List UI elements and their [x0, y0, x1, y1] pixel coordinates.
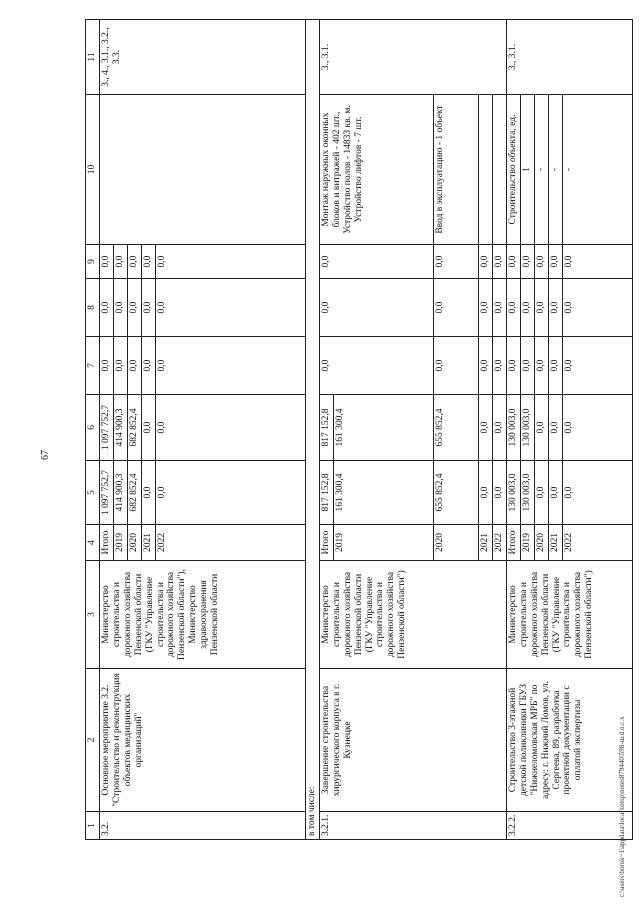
header-row [86, 20, 100, 840]
value-cell: 0,0 [562, 461, 632, 525]
year-cell: Итого [506, 525, 520, 561]
value-cell: 0,0 [562, 245, 632, 279]
value-cell: 655 852,4 [433, 395, 478, 461]
value-cell: 0,0 [520, 279, 534, 337]
col-header: 2 [86, 669, 100, 812]
value-cell: 1 097 752,7 [99, 395, 113, 461]
value-cell: 0,0 [155, 279, 305, 337]
value-cell: 0,0 [141, 395, 155, 461]
year-cell: 2020 [433, 525, 478, 561]
indicator-cell: Ввод в эксплуатацию - 1 объект [433, 95, 478, 245]
value-cell: 0,0 [141, 245, 155, 279]
value-cell: 0,0 [548, 279, 562, 337]
col-header: 1 [86, 812, 100, 840]
value-cell: 0,0 [478, 279, 492, 337]
year-cell: Итого [319, 525, 333, 561]
col-header: 11 [86, 20, 100, 95]
row-id: 3.2. [99, 812, 305, 840]
col-header: 9 [86, 245, 100, 279]
link-cell: 3., 3.1. [506, 20, 632, 95]
value-cell: 0,0 [506, 337, 520, 395]
value-cell: 0,0 [99, 337, 113, 395]
value-cell: 0,0 [520, 245, 534, 279]
table-row [99, 20, 113, 840]
row-id: 3.2.2. [506, 812, 632, 840]
year-cell: Итого [99, 525, 113, 561]
value-cell: 0,0 [562, 279, 632, 337]
section-row [305, 20, 319, 840]
col-header: 10 [86, 95, 100, 245]
value-cell: 0,0 [141, 279, 155, 337]
col-header: 5 [86, 461, 100, 525]
year-cell: 2019 [113, 525, 127, 561]
value-cell: 0,0 [534, 461, 548, 525]
value-cell: 0,0 [433, 279, 478, 337]
row-name: Завершение строительства хирургического корпуса в г. Кузнецке [319, 669, 506, 812]
year-cell: 2022 [492, 525, 506, 561]
indicator-cell: Строительство объекта, ед. [506, 95, 520, 245]
value-cell: 0,0 [319, 337, 433, 395]
value-cell: 0,0 [548, 461, 562, 525]
value-cell: 0,0 [562, 395, 632, 461]
value-cell: 0,0 [478, 245, 492, 279]
value-cell: 0,0 [319, 245, 433, 279]
value-cell: 414 900,3 [113, 395, 127, 461]
indicator-cell [478, 95, 492, 245]
year-cell: 2019 [520, 525, 534, 561]
indicator-cell: - [562, 95, 632, 245]
table-row [506, 20, 520, 840]
value-cell: 0,0 [520, 337, 534, 395]
value-cell: 1 097 752,7 [99, 461, 113, 525]
row-executor: Министерство строительства и дорожного хозяйства Пензенской области (ГКУ "Управление строительства и дорожного хозяйства Пензенской области") [506, 561, 632, 669]
value-cell: 130 003,0 [520, 461, 534, 525]
value-cell: 0,0 [319, 279, 433, 337]
value-cell: 655 852,4 [433, 461, 478, 525]
value-cell: 0,0 [478, 337, 492, 395]
value-cell: 0,0 [534, 245, 548, 279]
measures-table [85, 19, 633, 840]
value-cell: 0,0 [534, 279, 548, 337]
value-cell: 0,0 [433, 245, 478, 279]
year-cell: 2021 [548, 525, 562, 561]
indicator-cell [99, 95, 305, 245]
value-cell: 0,0 [113, 337, 127, 395]
value-cell: 682 852,4 [127, 461, 141, 525]
col-header: 8 [86, 279, 100, 337]
value-cell: 414 900,3 [113, 461, 127, 525]
value-cell: 0,0 [127, 337, 141, 395]
indicator-cell: Монтаж наружных оконных блоков и витражей - 402 шт., Устройство полов - 14833 кв. м. Устройство лифтов - 7 шт. [319, 95, 433, 245]
value-cell: 0,0 [562, 337, 632, 395]
value-cell: 0,0 [127, 245, 141, 279]
value-cell: 130 003,0 [520, 395, 534, 461]
value-cell: 0,0 [99, 279, 113, 337]
file-path-footer: c:\users\borok~1\appdata\local\temp\notes879440\598-ш.d.o.c.x [618, 716, 626, 897]
col-header: 7 [86, 337, 100, 395]
value-cell: 0,0 [534, 337, 548, 395]
table-row [319, 20, 333, 840]
year-cell: 2019 [333, 525, 433, 561]
value-cell: 0,0 [534, 395, 548, 461]
value-cell: 0,0 [492, 245, 506, 279]
row-executor: Министерство строительства и дорожного хозяйства Пензенской области (ГКУ "Управление строительства и дорожного хозяйства Пензенской области") [319, 561, 506, 669]
row-name: Строительство 3-этажной детской поликлиники ГБУЗ "Нижнеломовская МРБ" по адресу: г. Нижний Ломов, ул. Сергеева, 89, разработка проектной документации с оплатой экспертизы [506, 669, 632, 812]
indicator-cell: - [548, 95, 562, 245]
value-cell: 0,0 [478, 395, 492, 461]
value-cell: 0,0 [492, 395, 506, 461]
value-cell: 817 152,8 [319, 461, 333, 525]
year-cell: 2022 [155, 525, 305, 561]
col-header: 3 [86, 561, 100, 669]
in-that-number-label: в том числе: [305, 20, 319, 840]
value-cell: 0,0 [99, 245, 113, 279]
value-cell: 0,0 [155, 337, 305, 395]
value-cell: 0,0 [492, 337, 506, 395]
value-cell: 0,0 [478, 461, 492, 525]
value-cell: 130 003,0 [506, 395, 520, 461]
year-cell: 2020 [127, 525, 141, 561]
value-cell: 0,0 [155, 395, 305, 461]
year-cell: 2021 [478, 525, 492, 561]
value-cell: 0,0 [492, 461, 506, 525]
indicator-cell [492, 95, 506, 245]
row-id: 3.2.1. [319, 812, 506, 840]
value-cell: 0,0 [506, 245, 520, 279]
value-cell: 130 003,0 [506, 461, 520, 525]
value-cell: 161 300,4 [333, 395, 433, 461]
value-cell: 0,0 [548, 337, 562, 395]
value-cell: 0,0 [155, 461, 305, 525]
value-cell: 0,0 [506, 279, 520, 337]
indicator-cell: - [534, 95, 548, 245]
value-cell: 0,0 [141, 461, 155, 525]
value-cell: 0,0 [113, 245, 127, 279]
indicator-cell: 1 [520, 95, 534, 245]
col-header: 6 [86, 395, 100, 461]
value-cell: 0,0 [492, 279, 506, 337]
row-name: Основное мероприятие 3.2. "Строительство и реконструкция объектов медицинских организаций" [99, 669, 305, 812]
year-cell: 2022 [562, 525, 632, 561]
value-cell: 161 300,4 [333, 461, 433, 525]
year-cell: 2020 [534, 525, 548, 561]
value-cell: 0,0 [433, 337, 478, 395]
value-cell: 0,0 [155, 245, 305, 279]
value-cell: 0,0 [548, 395, 562, 461]
value-cell: 0,0 [113, 279, 127, 337]
value-cell: 0,0 [141, 337, 155, 395]
value-cell: 817 152,8 [319, 395, 333, 461]
row-executor: Министерство строительства и дорожного хозяйства Пензенской области (ГКУ "Управление строительства и дорожного хозяйства Пензенской области"), Министерство здравоохранения Пензенской области [99, 561, 305, 669]
col-header: 4 [86, 525, 100, 561]
page-number: 67 [40, 450, 51, 460]
link-cell: 3., 3.1. [319, 20, 506, 95]
value-cell: 682 852,4 [127, 395, 141, 461]
year-cell: 2021 [141, 525, 155, 561]
value-cell: 0,0 [127, 279, 141, 337]
link-cell: 3., 4., 3.1., 3.2., 3.3. [99, 20, 305, 95]
value-cell: 0,0 [548, 245, 562, 279]
